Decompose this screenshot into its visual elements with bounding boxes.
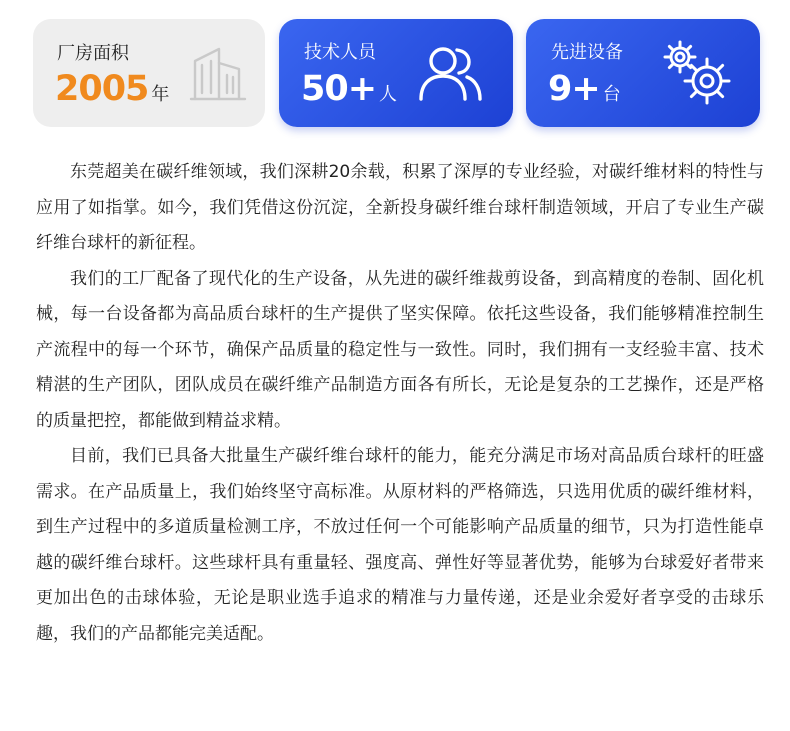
technicians-card [279,19,513,127]
paragraph-equipment-team: 我们的工厂配备了现代化的生产设备，从先进的碳纤维裁剪设备，到高精度的卷制、固化机械，每一台设备都为高品质台球杆的生产提供了坚实保障。依托这些设备，我们能够精准控制生产流程中的每一个环节，确保产品质量的稳定性与一致性。同时，我们拥有一支经验丰富、技术精湛的生产团队，团队成员在碳纤维产品制造方面各有所长，无论是复杂的工艺操作，还是严格的质量把控，都能做到精益求精。 [36,268,764,431]
equipment-value-group [548,69,621,109]
paragraph-intro: 东莞超美在碳纤维领域，我们深耕20余载，积累了深厚的专业经验，对碳纤维材料的特性与应用了如指掌。如今，我们凭借这份沉淀，全新投身碳纤维台球杆制造领域，开启了专业生产碳纤维台球杆的新征程。 [36,162,764,253]
gear-icon [662,37,736,109]
factory-area-card [33,19,265,127]
people-icon [417,43,485,103]
equipment-card [526,19,760,127]
equipment-label: 先进设备 [551,42,623,63]
equipment-unit: 台 [602,84,621,105]
technicians-unit: 人 [379,84,398,105]
stats-row [33,19,761,129]
technicians-value-group [301,69,397,109]
technicians-label: 技术人员 [304,42,376,63]
factory-area-value-group [55,69,169,109]
factory-area-value: 2005 [55,69,149,109]
company-description [36,155,764,652]
technicians-value: 50+ [301,69,377,109]
factory-area-label: 厂房面积 [57,43,129,64]
factory-area-unit: 年 [151,84,170,105]
paragraph-capacity-quality: 目前，我们已具备大批量生产碳纤维台球杆的能力，能充分满足市场对高品质台球杆的旺盛需求。在产品质量上，我们始终坚守高标准。从原材料的严格筛选，只选用优质的碳纤维材料，到生产过程中的多道质量检测工序，不放过任何一个可能影响产品质量的细节，只为打造性能卓越的碳纤维台球杆。这些球杆具有重量轻、强度高、弹性好等显著优势，能够为台球爱好者带来更加出色的击球体验，无论是职业选手追求的精准与力量传递，还是业余爱好者享受的击球乐趣，我们的产品都能完美适配。 [36,446,764,644]
building-icon [189,45,247,103]
equipment-value: 9+ [548,69,600,109]
